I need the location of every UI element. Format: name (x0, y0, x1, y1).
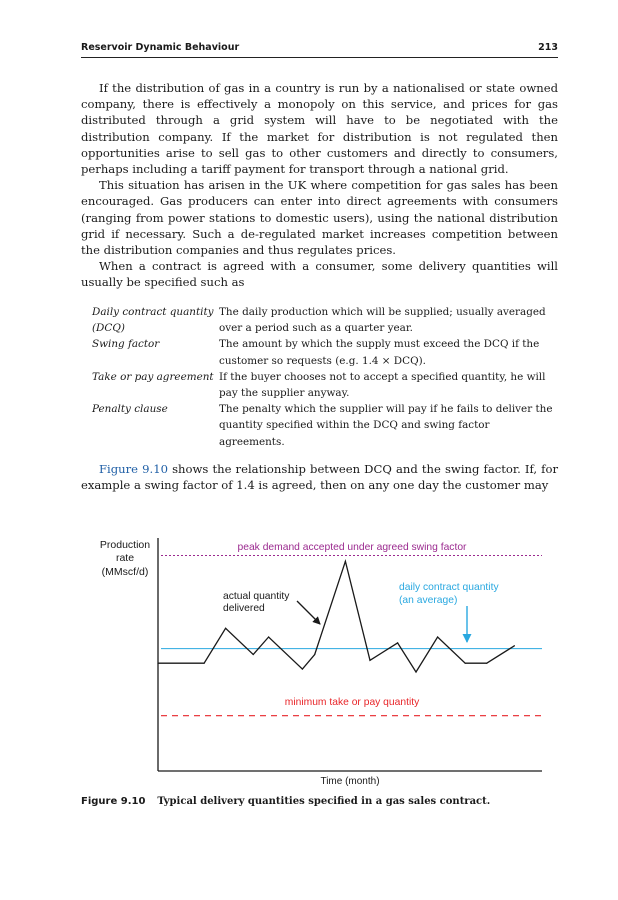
series-points (157, 561, 515, 673)
definition-desc: If the buyer chooses not to accept a specified quantity, he will pay the supplier anyway. (219, 370, 546, 400)
paragraph-3: When a contract is agreed with a consumer, some delivery quantities will usually be specified such as (81, 259, 558, 290)
series-point (302, 668, 303, 669)
y-label-line-1: Production (99, 539, 151, 551)
series-point (345, 561, 346, 562)
series-point (157, 663, 158, 664)
actual-label-line-2: delivered (223, 603, 265, 614)
paragraph-1: If the distribution of gas in a country is run by a nationalised or state owned company, there is effectively a monopoly on this service, and prices for gas distributed through a grid system will have to be negotiated with the distribution company. If the market for distribution is not regulated then opportunities arise to sell gas to other customers and directly to consumers, perhaps including a tariff payment for transport through a national grid. (81, 81, 558, 177)
dcq-label-line-2: (an average) (399, 595, 458, 606)
x-label: Time (month) (320, 776, 380, 787)
series-point (369, 660, 370, 661)
definition-term: Take or pay agreement (92, 370, 214, 383)
running-title: Reservoir Dynamic Behaviour (81, 42, 240, 53)
definition-desc: The daily production which will be supplied; usually averaged over a period such as a quarter year. (219, 306, 546, 335)
series-point (268, 636, 269, 637)
actual-label-line-1: actual quantity (223, 591, 290, 602)
figure-caption (81, 796, 558, 807)
series-point (514, 645, 515, 646)
dcq-label-line-1: daily contract quantity (399, 582, 499, 593)
min-label: minimum take or pay quantity (284, 697, 420, 708)
page-number: 213 (538, 42, 558, 53)
peak-label: peak demand accepted under agreed swing factor (237, 542, 467, 553)
definition-term: Penalty clause (92, 403, 168, 416)
caption-text: Typical delivery quantities specified in a gas sales contract. (157, 796, 491, 807)
series-point (203, 663, 204, 664)
series-point (415, 671, 416, 672)
series-point (486, 663, 487, 664)
caption-label: Figure 9.10 (81, 796, 146, 807)
series-point (253, 654, 254, 655)
y-label-line-2: rate (115, 552, 135, 564)
figure-link[interactable]: Figure 9.10 (99, 462, 168, 476)
series-point (437, 636, 438, 637)
definition-desc: The penalty which the supplier will pay if he fails to deliver the quantity specified within the DCQ and swing factor agreements. (219, 403, 553, 448)
series-point (225, 628, 226, 629)
series-point (465, 663, 466, 664)
actual-quantity-series (158, 561, 514, 672)
paragraph-2: This situation has arisen in the UK where competition for gas sales has been encouraged. Gas producers can enter into direct agreements with consumers (ranging from power stations to domestic users), using the national distribution grid if necessary. Such a de-regulated market increases competition between the distribution companies and thus regulates prices. (81, 178, 558, 258)
series-point (314, 654, 315, 655)
definition-term: Daily contract quantity (DCQ) (92, 306, 214, 335)
y-label-line-3: (MMscf/d) (101, 566, 149, 578)
actual-arrow (297, 601, 320, 624)
paragraph-4-text: shows the relationship between DCQ and the swing factor. If, for example a swing factor of 1.4 is agreed, then on any one day the customer may (81, 462, 558, 493)
definition-desc: The amount by which the supply must exceed the DCQ if the customer so requests (e.g. 1.4 × DCQ). (219, 338, 540, 367)
series-point (397, 642, 398, 643)
definition-term: Swing factor (92, 338, 160, 351)
